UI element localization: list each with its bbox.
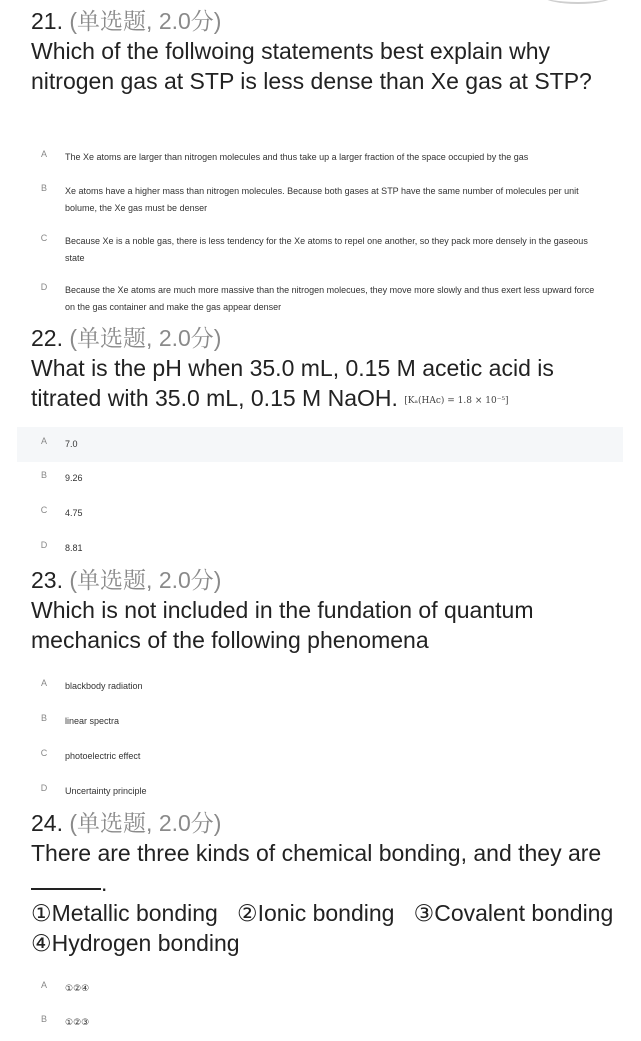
question-stem xyxy=(31,838,621,898)
option-a[interactable] xyxy=(17,427,623,462)
option-letter: C xyxy=(40,505,48,515)
option-text: Because the Xe atoms are much more massive than the nitrogen molecues, they move more slowly and thus exert less upward force on the gas container and make the gas appear denser xyxy=(65,285,595,312)
option-letter: A xyxy=(40,436,47,446)
answer-blank xyxy=(31,872,101,890)
top-scroll-indicator xyxy=(543,0,613,4)
option-text: 4.75 xyxy=(65,508,83,518)
question-number: 23. xyxy=(31,567,63,593)
question-meta: (单选题, 2.0分) xyxy=(69,567,222,593)
question-stem xyxy=(31,353,621,416)
option-text: 7.0 xyxy=(65,439,78,449)
option-text: blackbody radiation xyxy=(65,681,143,691)
option-a[interactable] xyxy=(17,141,623,175)
option-text: ①②③ xyxy=(65,1017,90,1027)
question-header xyxy=(31,565,621,595)
question-stem-text: There are three kinds of chemical bonding, and they are xyxy=(31,840,602,866)
question-number: 22. xyxy=(31,325,63,351)
option-letter: B xyxy=(40,713,47,723)
question-meta: (单选题, 2.0分) xyxy=(69,810,222,836)
option-letter: A xyxy=(40,149,47,159)
option-letter: D xyxy=(40,282,48,292)
option-letter: A xyxy=(40,980,47,990)
question-stem-text: What is the pH when 35.0 mL, 0.15 M acetic acid is titrated with 35.0 mL, 0.15 M NaOH. xyxy=(31,355,554,411)
question-24 xyxy=(0,808,641,958)
option-letter: A xyxy=(40,678,47,688)
option-text: 8.81 xyxy=(65,543,83,553)
option-letter: B xyxy=(40,183,47,193)
question-stem-choices: ①Metallic bonding ②Ionic bonding ③Covalent bonding ④Hydrogen bonding xyxy=(31,900,633,956)
question-header xyxy=(31,6,621,36)
option-letter: D xyxy=(40,540,48,550)
option-letter: B xyxy=(40,1014,47,1024)
option-d[interactable] xyxy=(17,532,623,567)
question-header xyxy=(31,808,621,838)
option-letter: D xyxy=(40,783,48,793)
option-text: Uncertainty principle xyxy=(65,786,147,796)
option-text: ①②④ xyxy=(65,983,90,993)
option-text: Because Xe is a noble gas, there is less tendency for the Xe atoms to repel one another, so they pack more densely in the gaseous state xyxy=(65,236,588,263)
option-d[interactable] xyxy=(17,275,623,319)
option-c[interactable] xyxy=(17,740,623,775)
question-header xyxy=(31,323,621,353)
stem-period: . xyxy=(101,870,108,896)
option-letter: B xyxy=(40,470,47,480)
option-text: 9.26 xyxy=(65,473,83,483)
question-22 xyxy=(0,323,641,416)
question-number: 24. xyxy=(31,810,63,836)
question-stem: Which is not included in the fundation of quantum mechanics of the following phenomena xyxy=(31,597,534,653)
question-meta: (单选题, 2.0分) xyxy=(69,325,222,351)
ka-formula: [Kₐ(HAc) = 1.8 × 10⁻⁵] xyxy=(404,396,509,406)
question-23 xyxy=(0,565,641,655)
option-c[interactable] xyxy=(17,497,623,532)
question-number: 21. xyxy=(31,8,63,34)
option-text: photoelectric effect xyxy=(65,751,141,761)
option-a[interactable] xyxy=(17,971,623,1006)
option-b[interactable] xyxy=(17,462,623,497)
option-d[interactable] xyxy=(17,775,623,810)
option-letter: C xyxy=(40,233,48,243)
option-text: linear spectra xyxy=(65,716,120,726)
option-letter: C xyxy=(40,748,48,758)
option-b[interactable] xyxy=(17,705,623,740)
option-text: Xe atoms have a higher mass than nitrogen molecules. Because both gases at STP have the same number of molecules per unit bolume, the Xe gas must be denser xyxy=(65,186,579,213)
option-b[interactable] xyxy=(17,176,623,220)
option-a[interactable] xyxy=(17,670,623,705)
question-21 xyxy=(0,6,641,96)
option-text: The Xe atoms are larger than nitrogen molecules and thus take up a larger fraction of the space occupied by the gas xyxy=(65,152,529,162)
question-meta: (单选题, 2.0分) xyxy=(69,8,222,34)
option-c[interactable] xyxy=(17,225,623,269)
question-stem: Which of the follwoing statements best explain why nitrogen gas at STP is less dense than Xe gas at STP? xyxy=(31,38,592,94)
